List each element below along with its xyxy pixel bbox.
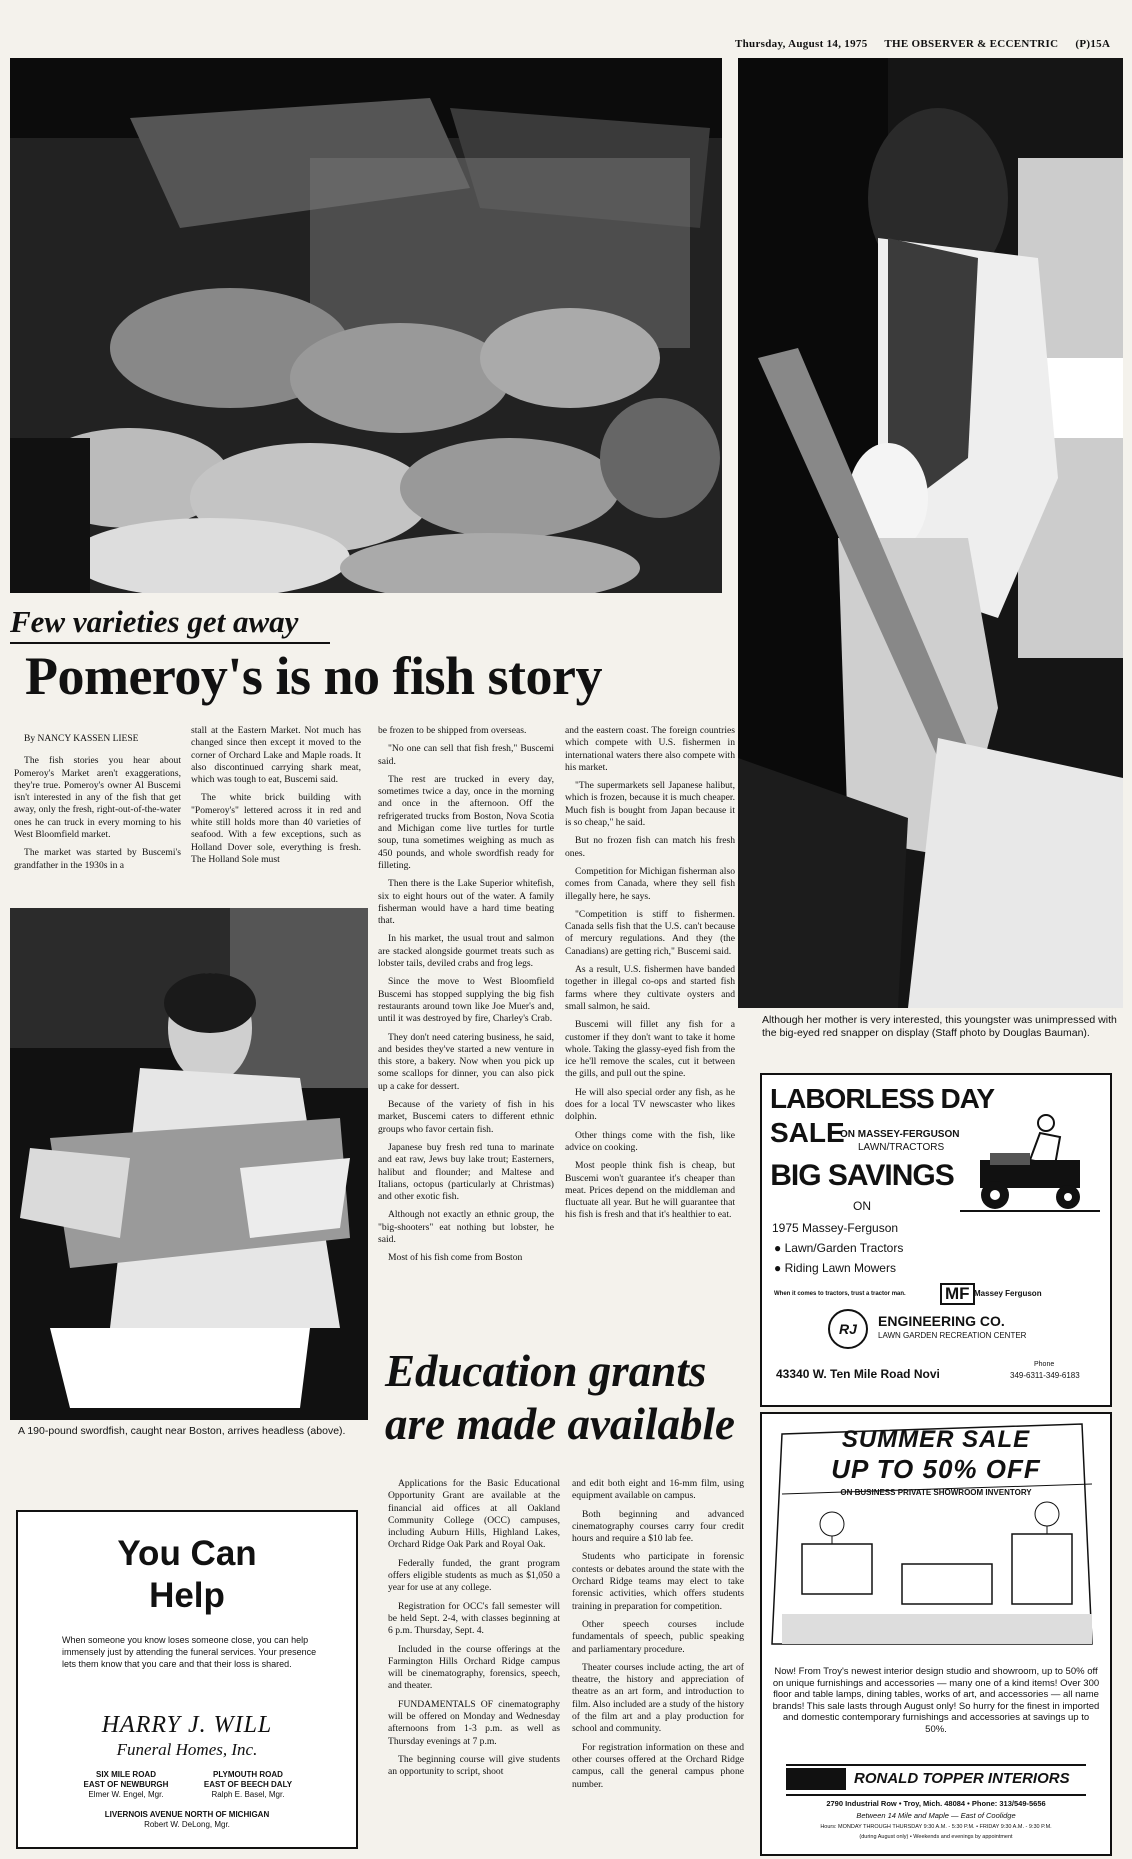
- paragraph: Most people think fish is cheap, but Buscemi won't guarantee it's cheaper than meat. Prices depend on the middleman and fluctuate all year. But he will guarantee that his fish is fresh and that it's healthier to eat.: [565, 1160, 735, 1221]
- paragraph: Included in the course offerings at the Farmington Hills Orchard Ridge campus will be cinematography, forensics, speech, and theater.: [388, 1643, 560, 1692]
- massey-ferguson-ad: [760, 1073, 1112, 1407]
- ad-mf-tagline: When it comes to tractors, trust a tractor man.: [774, 1291, 906, 1297]
- ad-location-1: [66, 1770, 186, 1800]
- paragraph: and edit both eight and 16-mm film, using equipment available on campus.: [572, 1478, 744, 1502]
- grants-column-2: [572, 1478, 744, 1797]
- masthead: [735, 38, 1111, 50]
- story-column-3: [378, 725, 554, 1271]
- location-name: LIVERNOIS AVENUE NORTH OF MICHIGAN: [104, 1810, 270, 1819]
- paragraph: The fish stories you hear about Pomeroy's Market aren't exaggerations, they're true. Pomeroy's owner Al Buscemi isn't interested in any of the fish that get away, only the fresh, right-out-of-the-water ones he can truck in every morning to his West Bloomfield market.: [14, 755, 181, 841]
- ad-bullet-2: ● Riding Lawn Mowers: [774, 1261, 896, 1275]
- paragraph: Competition for Michigan fisherman also comes from Canada, where they sell fish illegally here, he says.: [565, 865, 735, 902]
- paragraph: and the eastern coast. The foreign countries which compete with U.S. fishermen in international waters there also compete with his market.: [565, 725, 735, 773]
- ad-mf-logo: MF: [940, 1283, 975, 1305]
- ad-title-line-1: You Can: [117, 1534, 257, 1573]
- kicker: Few varieties get away: [10, 604, 299, 639]
- paragraph: be frozen to be shipped from overseas.: [378, 725, 527, 736]
- ad-sub: ON BUSINESS PRIVATE SHOWROOM INVENTORY: [840, 1488, 1032, 1497]
- ad-location-3: [18, 1810, 356, 1830]
- grants-headline: Education grants are made available: [385, 1346, 735, 1449]
- ad-hours-2: (during August only) • Weekends and evenings by appointment: [859, 1834, 1013, 1840]
- paragraph: The beginning course will give students an opportunity to script, shoot: [388, 1753, 560, 1778]
- story-column-4: [565, 725, 735, 1228]
- location-cross: EAST OF BEECH DALY: [203, 1780, 293, 1789]
- paragraph: Most of his fish come from Boston: [388, 1252, 523, 1264]
- fish-display-photo: [10, 58, 722, 593]
- paragraph: In his market, the usual trout and salmon are stacked alongside gourmet treats such as lobster tails, deviled crabs and frog legs.: [378, 933, 554, 970]
- ad-company-sub: LAWN GARDEN RECREATION CENTER: [878, 1331, 1027, 1340]
- ad-upto: UP TO 50% OFF: [831, 1454, 1041, 1484]
- child-photo: [738, 58, 1123, 1008]
- ad-between: Between 14 Mile and Maple — East of Coolidge: [856, 1811, 1016, 1820]
- ad-brand-sub: Funeral Homes, Inc.: [116, 1740, 258, 1759]
- paragraph: "Competition is stiff to fishermen. Canada sells fish that the U.S. can't because of mercury regulations. And they (the Canadians) are getting rich," Buscemi said.: [565, 908, 735, 957]
- child-photo-caption: Although her mother is very interested, this youngster was unimpressed with the big-eyed red snapper on display (Staff photo by Douglas Bauman).: [762, 1014, 1117, 1039]
- funeral-home-ad: [16, 1510, 358, 1849]
- kicker-rule: [10, 642, 330, 644]
- paragraph: Applications for the Basic Educational Opportunity Grant are available at the financial aid offices at all Oakland Community College (OCC) campuses, including Auburn Hills, Highland Lakes, Orchard Ridge Oak Park and Royal Oak.: [388, 1478, 560, 1551]
- paragraph: The white brick building with "Pomeroy's" lettered across it in red and white still holds more than 40 varieties of seafood. With a few exceptions, such as Holland Dover sole, everything is fresh. The Holland Sole must: [191, 792, 361, 865]
- location-cross: EAST OF NEWBURGH: [83, 1780, 169, 1789]
- ad-sale: SUMMER SALE: [841, 1426, 1031, 1453]
- paragraph: Theater courses include acting, the art of theatre, the history and appreciation of theatre as an art form, and introduction to film. Also included are a study of the history of the film art and a play production for school and community.: [572, 1661, 744, 1735]
- ad-body: When someone you know loses someone close, you can help immensely just by attending the funeral services. Your presence lets them know that you care and that their loss is shared.: [62, 1635, 317, 1669]
- ad-title-line-2: Help: [149, 1576, 225, 1615]
- topper-logo-text: RONALD TOPPER INTERIORS: [854, 1770, 1070, 1787]
- masthead-page: (P)15A: [1075, 38, 1111, 50]
- bullet-text: Riding Lawn Mowers: [784, 1261, 896, 1275]
- paragraph: The market was started by Buscemi's grandfather in the 1930s in a: [14, 847, 181, 871]
- location-name: SIX MILE ROAD: [95, 1770, 156, 1779]
- paragraph: "The supermarkets sell Japanese halibut, which is frozen, because it is much cheaper. Much fish is bought from Japan because it is so cheap," he said.: [565, 780, 735, 829]
- ad-address: 2790 Industrial Row • Troy, Mich. 48084 • Phone: 313/549-5656: [826, 1799, 1046, 1808]
- ad-address: 43340 W. Ten Mile Road Novi: [776, 1367, 940, 1381]
- ad-brand: HARRY J. WILL: [101, 1712, 273, 1738]
- paragraph: But no frozen fish can match his fresh ones.: [565, 835, 735, 859]
- paragraph: Although not exactly an ethnic group, the "big-shooters" eat nothing but lobster, he said.: [378, 1209, 554, 1245]
- ad-location-2: [188, 1770, 308, 1800]
- paragraph: As a result, U.S. fishermen have banded together in illegal co-ops and started fish farms where they cultivate oysters and small salmon, he said.: [565, 964, 735, 1012]
- ad-big-savings: BIG SAVINGS: [770, 1159, 954, 1192]
- bullet-text: Lawn/Garden Tractors: [784, 1241, 904, 1255]
- paragraph: stall at the Eastern Market. Not much has changed since then except it moved to the corner of Orchard Lake and Maple roads. It also discontinued carrying shark meat, which was tough to eat, Buscemi said.: [191, 725, 361, 786]
- ad-mf-brand: Massey Ferguson: [974, 1289, 1042, 1298]
- headline: Pomeroy's is no fish story: [25, 646, 602, 706]
- paragraph: They don't need catering business, he said, and besides they've started a new venture in this store, a bakery. Now when you pick up some scallops for dinner, you can also pick up a cake for dessert.: [378, 1031, 554, 1092]
- paragraph: "No one can sell that fish fresh," Buscemi said.: [378, 743, 554, 767]
- location-manager: Elmer W. Engel, Mgr.: [88, 1790, 164, 1799]
- ad-hours: Hours: MONDAY THROUGH THURSDAY 9:30 A.M. - 5:30 P.M. • FRIDAY 9:30 A.M. - 9:30 P.M.: [820, 1824, 1052, 1830]
- paragraph: Students who participate in forensic contests or debates around the state with the Orchard Ridge teams may elect to take forensic activities, which offers students training in preparation for competition.: [572, 1551, 744, 1612]
- topper-logo: [786, 1764, 1086, 1796]
- paragraph: Then there is the Lake Superior whitefish, six to eight hours out of the water. A family fisherman would have a hard time beating that.: [378, 878, 554, 927]
- ad-phone-label: Phone: [1034, 1361, 1055, 1368]
- ad-model: 1975 Massey-Ferguson: [772, 1221, 899, 1235]
- paragraph: For registration information on these and other courses offered at the Orchard Ridge campus, call the general campus phone number.: [572, 1741, 744, 1790]
- paragraph: Both beginning and advanced cinematography courses carry four credit hours and require a $10 lab fee.: [572, 1508, 744, 1545]
- paragraph: Other things come with the fish, like advice on cooking.: [565, 1129, 735, 1153]
- location-manager: Robert W. DeLong, Mgr.: [144, 1820, 230, 1829]
- ad-company: ENGINEERING CO.: [878, 1313, 1005, 1329]
- swordfish-caption: A 190-pound swordfish, caught near Boston, arrives headless (above).: [18, 1425, 346, 1437]
- paragraph: He will also special order any fish, as he does for a local TV newscaster who likes dolphin.: [565, 1086, 735, 1123]
- location-name: PLYMOUTH ROAD: [213, 1770, 283, 1779]
- ad-body: Now! From Troy's newest interior design studio and showroom, up to 50% off on unique furnishings and accessories — many one of a kind items! Over 300 floor and table lamps, dining tables, works of art, and accessories — all name brands! This sale lasts through August only! So hurry for the finest in imported and domestic contemporary furnishings and accessories at savings up to 50%.: [772, 1666, 1100, 1735]
- ad-line-2: SALE: [770, 1117, 845, 1148]
- ad-line-1: LABORLESS DAY: [770, 1083, 995, 1114]
- ad-phone: 349-6311-349-6183: [1010, 1371, 1080, 1380]
- paragraph: Because of the variety of fish in his market, Buscemi caters to different ethnic groups who favor certain fish.: [378, 1099, 554, 1135]
- grants-column-1: [388, 1478, 560, 1785]
- ad-line-2-sub: ON MASSEY-FERGUSON: [840, 1129, 960, 1140]
- story-column-1: [14, 733, 181, 878]
- paragraph: Federally funded, the grant program offers eligible students as much as $1,050 a year for use at any college.: [388, 1557, 560, 1594]
- masthead-date: Thursday, August 14, 1975: [735, 38, 868, 50]
- paragraph: Buscemi will fillet any fish for a customer if they don't want to take it home whole. Taking the glassy-eyed fish from the ice he'll remove the scales, cut it between the gills, and pull out the spine.: [565, 1019, 735, 1080]
- swordfish-photo: [10, 908, 368, 1420]
- paragraph: Japanese buy fresh red tuna to marinate and eat raw, Jews buy lake trout; Easterners, halibut and flounder; and Maltese and Italians, octopus (particularly at Christmas) and other exotic fish.: [378, 1141, 554, 1203]
- ad-bullet-1: ● Lawn/Garden Tractors: [774, 1241, 904, 1255]
- paragraph: Registration for OCC's fall semester will be held Sept. 2-4, with classes beginning at 6 p.m. Thursday, Sept. 4.: [388, 1600, 560, 1637]
- topper-logo-mark: [786, 1768, 846, 1790]
- paragraph: The rest are trucked in every day, sometimes twice a day, once in the morning and once in the afternoon. Off the refrigerated trucks from Boston, Nova Scotia and Michigan come live turtles for turtle soup, tuna sometimes weighing as much as 450 pounds, and whole swordfish ready for filleting.: [378, 773, 554, 871]
- ad-on: ON: [853, 1199, 871, 1213]
- topper-interiors-ad: [760, 1412, 1112, 1856]
- byline: By NANCY KASSEN LIESE: [24, 734, 139, 744]
- ad-line-2-sub2: LAWN/TRACTORS: [858, 1142, 945, 1153]
- story-column-2: [191, 725, 361, 872]
- tractor-illustration: [960, 1105, 1100, 1215]
- paragraph: Other speech courses include fundamentals of speech, public speaking and parliamentary procedure.: [572, 1618, 744, 1655]
- masthead-paper: THE OBSERVER & ECCENTRIC: [884, 38, 1059, 50]
- rj-logo: RJ: [828, 1309, 868, 1349]
- grants-subhead: FUNDAMENTALS OF cinematography will be offered on Monday and Wednesday afternoons from 1-3 p.m. as well as Thursday evenings at 7 p.m.: [388, 1698, 560, 1747]
- location-manager: Ralph E. Basel, Mgr.: [211, 1790, 285, 1799]
- paragraph: Since the move to West Bloomfield Buscemi has stopped supplying the big fish restaurants around town like Joe Muer's and, until it was destroyed by fire, Charley's Crab.: [378, 976, 554, 1025]
